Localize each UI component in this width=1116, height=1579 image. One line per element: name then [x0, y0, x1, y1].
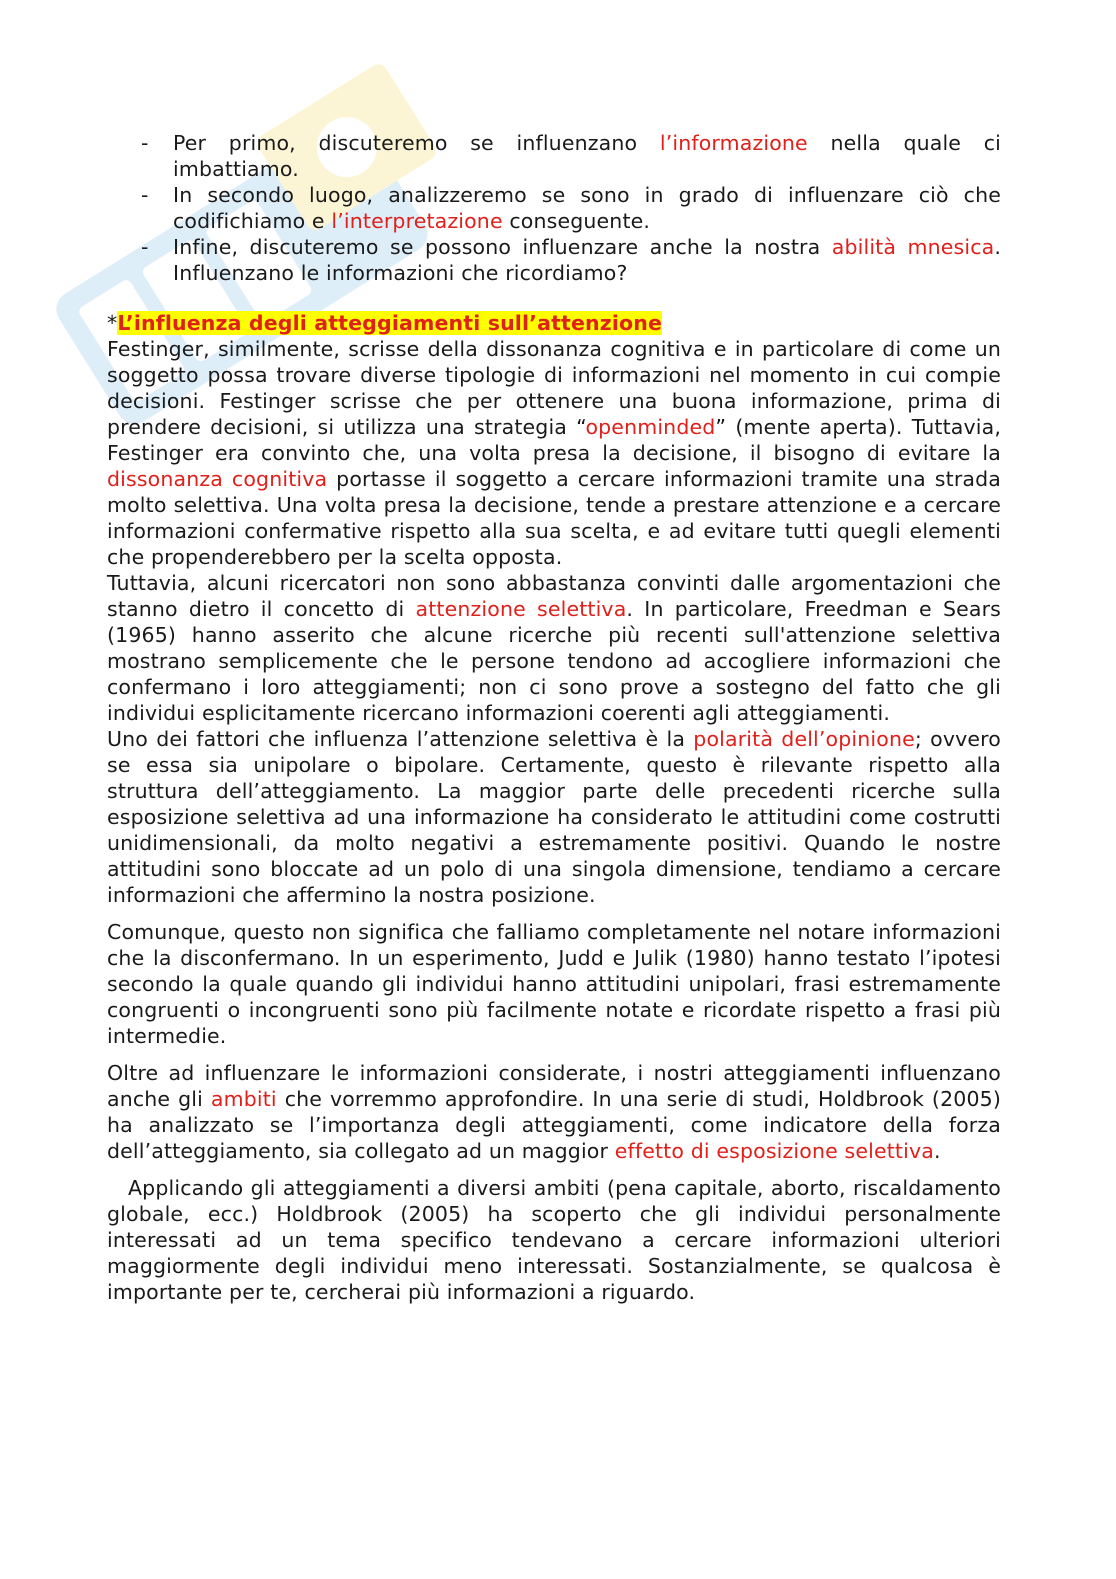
red-term: attenzione selettiva — [415, 597, 627, 621]
paragraph-holdbrook: Oltre ad influenzare le informazioni considerate, i nostri atteggiamenti influenzano anche gli ambiti che vorremmo approfondire. In una serie di studi, Holdbrook (2005) ha analizzato se l’importanza degli atteggiamenti, come indicatore della forza dell’atteggiamento, sia collegato ad un maggior effetto di esposizione selettiva. — [107, 1061, 1001, 1163]
red-term: ambiti — [210, 1087, 277, 1111]
paragraph-selective-attention: Tuttavia, alcuni ricercatori non sono abbastanza convinti dalle argomentazioni che stanno dietro il concetto di attenzione selettiva. In particolare, Freedman e Sears (1965) hanno asserito che alcune ricerche più recenti sull'attenzione selettiva mostrano semplicemente che le persone tendono ad accogliere informazioni che confermano i loro atteggiamenti; non ci sono prove a sostegno del fatto che gli individui esplicitamente ricercano informazioni coerenti agli atteggiamenti. — [107, 571, 1001, 725]
heading-title: L’influenza degli atteggiamenti sull’attenzione — [117, 311, 663, 335]
bullet-item: - Per primo, discuteremo se influenzano l’informazione nella quale ci imbattiamo. — [107, 130, 1001, 182]
red-term: l’interpretazione — [331, 209, 503, 233]
paragraph-judd-julik: Comunque, questo non significa che falliamo completamente nel notare informazioni che la disconfermano. In un esperimento, Judd e Julik (1980) hanno testato l’ipotesi secondo la quale quando gli individui hanno attitudini unipolari, frasi estremamente congruenti o incongruenti sono più facilmente notate e ricordate rispetto a frasi più intermedie. — [107, 920, 1001, 1048]
paragraph-festinger: Festinger, similmente, scrisse della dissonanza cognitiva e in particolare di come un soggetto possa trovare diverse tipologie di informazioni nel momento in cui compie decisioni. Festinger scrisse che per ottenere una buona informazione, prima di prendere decisioni, si utilizza una strategia “openminded” (mente aperta). Tuttavia, Festinger era convinto che, una volta presa la decisione, il bisogno di evitare la dissonanza cognitiva portasse il soggetto a cercare informazioni tramite una strada molto selettiva. Una volta presa la decisione, tende a prestare attenzione e a cercare informazioni confermative rispetto alla sua scelta, e ad evitare tutti quegli elementi che propenderebbero per la scelta opposta. — [107, 337, 1001, 569]
paragraph-polarity: Uno dei fattori che influenza l’attenzione selettiva è la polarità dell’opinione; ovvero se essa sia unipolare o bipolare. Certamente, questo è rilevante rispetto alla struttura dell’atteggiamento. La maggior parte delle precedenti ricerche sulla esposizione selettiva ad una informazione ha considerato le attitudini come costrutti unidimensionali, da molto negativi a estremamente positivi. Quando le nostre attitudini sono bloccate ad un polo di una singola dimensione, tendiamo a cercare informazioni che affermino la nostra posizione. — [107, 727, 1001, 907]
red-term: dissonanza cognitiva — [107, 467, 328, 491]
red-term: l’informazione — [659, 131, 808, 155]
red-term: openminded — [585, 415, 716, 439]
intro-bullet-list — [107, 130, 1001, 286]
bullet-item: - In secondo luogo, analizzeremo se sono in grado di influenzare ciò che codifichiamo e l’interpretazione conseguente. — [107, 182, 1001, 234]
heading-prefix: * — [107, 311, 118, 335]
red-term: polarità dell’opinione — [693, 727, 915, 751]
paragraph-conclusion: Applicando gli atteggiamenti a diversi ambiti (pena capitale, aborto, riscaldamento globale, ecc.) Holdbrook (2005) ha scoperto che gli individui personalmente interessati ad un tema specifico tendevano a cercare informazioni ulteriori maggiormente degli individui meno interessati. Sostanzialmente, se qualcosa è importante per te, cercherai più informazioni a riguardo. — [107, 1176, 1001, 1304]
red-term: abilità mnesica — [831, 235, 995, 259]
bullet-item: - Infine, discuteremo se possono influenzare anche la nostra abilità mnesica. Influenzano le informazioni che ricordiamo? — [107, 234, 1001, 286]
section-heading — [107, 310, 1001, 336]
red-term: effetto di esposizione selettiva — [614, 1139, 934, 1163]
document-body — [107, 130, 1001, 1305]
